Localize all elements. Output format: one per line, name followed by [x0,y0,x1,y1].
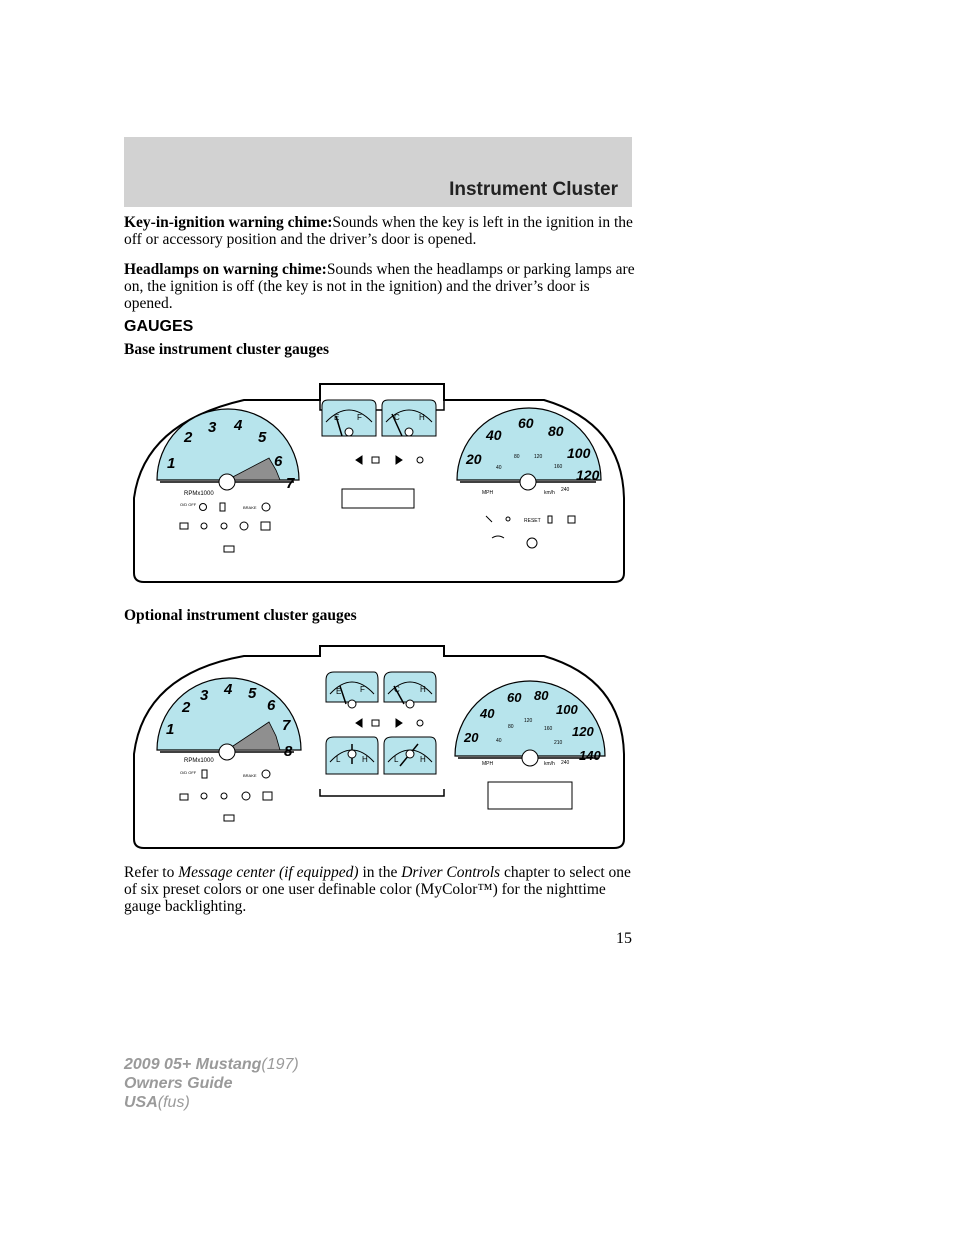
optional-kmh-number: 80 [508,724,514,730]
optional-temp-hot-label: H [420,685,426,694]
base-cluster-figure [124,378,636,593]
base-kmh-number: 80 [514,454,520,460]
footer-model: 2009 05+ Mustang [124,1056,262,1073]
optional-message-center-display [488,782,572,809]
base-kmh-label: km/h [544,490,555,496]
base-tach-number: 3 [208,419,217,436]
optional-brake-label: BRAKE [243,773,257,778]
optional-tach-number: 2 [182,699,191,716]
refer-prefix: Refer to [124,864,179,881]
gauges-heading: GAUGES [124,318,194,335]
refer-middle: in the [358,864,402,881]
headlamp-chime-term: Headlamps on warning chime: [124,261,327,278]
base-tach-label: RPMx1000 [184,491,214,497]
optional-kmh-label: km/h [544,761,555,767]
base-tach-number: 5 [258,429,267,446]
base-mph-number: 120 [576,467,600,483]
footer-model-code: (197) [261,1056,299,1073]
optional-tach-label: RPMx1000 [184,758,214,764]
optional-fuel-empty-label: E [336,687,342,696]
headlamp-chime-text: Sounds when the headlamps or parking lamps are on, the ignition is off (the key is not in the ignition) and the driver’s door is opened. [124,261,635,312]
footer-market: USA [124,1094,158,1111]
optional-tach-number: 8 [284,743,293,760]
base-temp-hot-label: H [419,413,425,422]
footer-market-code: (fus) [157,1094,190,1111]
base-fuel-empty-label: E [334,413,340,422]
optional-tach-number: 4 [224,681,233,698]
base-brake-label: BRAKE [243,505,257,510]
optional-oil-low-label: L [394,755,399,764]
optional-od-off-label: O/D OFF [180,770,197,775]
base-tach-number: 1 [167,455,176,472]
optional-fuel-full-label: F [360,685,365,694]
optional-mph-number: 20 [464,730,479,745]
base-kmh-number: 240 [561,487,570,493]
optional-kmh-number: 160 [544,726,553,732]
base-reset-label: RESET [524,518,541,524]
base-tach-number: 7 [286,475,295,492]
refer-suffix: chapter to select one of six preset colors or one user definable color (MyColor™) for the nighttime gauge backlighting. [124,864,631,915]
optional-volt-high-label: H [362,755,368,764]
base-mph-number: 80 [548,423,564,439]
base-kmh-number: 120 [534,454,543,460]
optional-kmh-number: 210 [554,740,563,746]
key-chime-text: Sounds when the key is left in the ignition in the off or accessory position and the driver’s door is opened. [124,214,633,248]
base-mph-number: 20 [466,451,482,467]
page-header-title: Instrument Cluster [449,179,618,200]
optional-tach-number: 3 [200,687,209,704]
optional-temp-cold-label: C [394,685,400,694]
optional-mph-number: 120 [572,724,594,739]
refer-paragraph [124,864,636,915]
optional-volt-low-label: L [336,755,341,764]
optional-tach-number: 7 [282,717,291,734]
optional-oil-high-label: H [420,755,426,764]
message-center-reference: Message center (if equipped) [178,864,359,881]
header-band [124,137,632,207]
optional-kmh-number: 240 [561,760,570,766]
optional-cluster-caption: Optional instrument cluster gauges [124,607,357,624]
optional-mph-number: 80 [534,688,549,703]
optional-tach-number: 5 [248,685,257,702]
base-kmh-number: 40 [496,465,502,471]
base-temp-cold-label: C [394,413,400,422]
base-tach-number: 2 [184,429,193,446]
optional-mph-label: MPH [482,761,494,767]
base-cluster-caption: Base instrument cluster gauges [124,341,330,358]
base-cluster-diagram [124,378,636,588]
footer [124,1055,299,1112]
optional-mph-number: 100 [556,702,578,717]
base-mph-number: 100 [567,445,591,461]
optional-kmh-number: 40 [496,738,502,744]
headlamp-chime-paragraph [124,261,636,312]
driver-controls-reference: Driver Controls [401,864,501,881]
base-odometer-display [342,489,414,508]
base-od-off-label: O/D OFF [180,502,197,507]
optional-tach-number: 1 [166,721,175,738]
base-tach-number: 6 [274,453,283,470]
optional-tach-number: 6 [267,697,276,714]
base-kmh-number: 160 [554,464,563,470]
key-chime-term: Key-in-ignition warning chime: [124,214,333,231]
optional-mph-number: 40 [480,706,495,721]
footer-guide: Owners Guide [124,1075,233,1092]
page-number: 15 [616,930,632,947]
optional-mph-number: 140 [579,748,601,763]
key-chime-paragraph [124,214,636,248]
optional-mph-number: 60 [507,690,522,705]
base-fuel-full-label: F [357,413,362,422]
base-mph-number: 60 [518,415,534,431]
optional-cluster-diagram [124,644,636,854]
optional-cluster-figure [124,644,636,859]
base-mph-number: 40 [486,427,502,443]
base-mph-label: MPH [482,490,494,496]
optional-kmh-number: 120 [524,718,533,724]
base-tach-number: 4 [234,417,243,434]
